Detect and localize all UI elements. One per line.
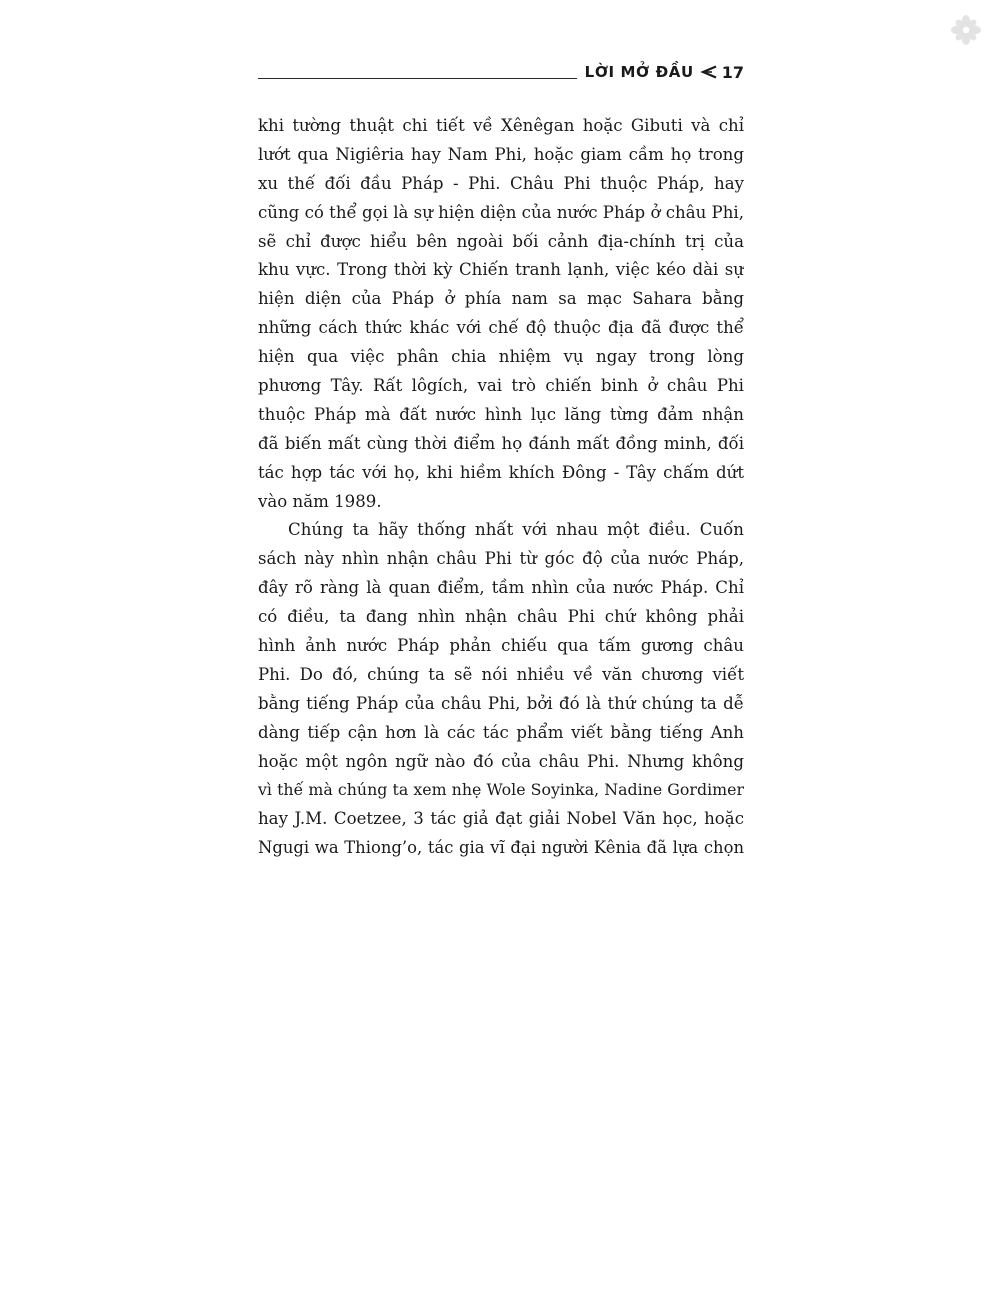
text-line: xu thế đối đầu Pháp - Phi. Châu Phi thuộc Pháp, hay: [258, 173, 744, 193]
text-line: Chúng ta hãy thống nhất với nhau một điều. Cuốn: [288, 520, 744, 540]
text-line: đây rõ ràng là quan điểm, tầm nhìn của nước Pháp. Chỉ: [258, 578, 744, 598]
text-line: dàng tiếp cận hơn là các tác phẩm viết bằng tiếng Anh: [258, 722, 744, 742]
text-line: cũng có thể gọi là sự hiện diện của nước Pháp ở châu Phi,: [258, 202, 744, 222]
text-line: phương Tây. Rất lôgích, vai trò chiến binh ở châu Phi: [258, 376, 744, 396]
flower-ornament-icon: [950, 14, 982, 46]
running-header: [258, 60, 744, 84]
text-line: sẽ chỉ được hiểu bên ngoài bối cảnh địa-chính trị của: [258, 231, 744, 251]
text-line: khi tường thuật chi tiết về Xênêgan hoặc Gibuti và chỉ: [258, 116, 744, 135]
text-line: Phi. Do đó, chúng ta sẽ nói nhiều về văn chương viết: [258, 664, 744, 684]
text-line: tác hợp tác với họ, khi hiềm khích Đông - Tây chấm dứt: [258, 462, 744, 482]
text-line: hiện diện của Pháp ở phía nam sa mạc Sahara bằng: [258, 289, 744, 309]
text-line: sách này nhìn nhận châu Phi từ góc độ của nước Pháp,: [258, 549, 744, 569]
header-rule: [258, 78, 577, 79]
text-line: những cách thức khác với chế độ thuộc địa đã được thể: [258, 318, 744, 338]
text-line: hay J.M. Coetzee, 3 tác giả đạt giải Nobel Văn học, hoặc: [258, 809, 744, 829]
text-line: hiện qua việc phân chia nhiệm vụ ngay trong lòng: [258, 347, 744, 367]
chapter-title: LỜI MỞ ĐẦU: [584, 63, 694, 81]
text-line: lướt qua Nigiêria hay Nam Phi, hoặc giam cầm họ trong: [258, 144, 744, 164]
text-line: có điều, ta đang nhìn nhận châu Phi chứ không phải: [258, 607, 744, 627]
text-line: bằng tiếng Pháp của châu Phi, bởi đó là thứ chúng ta dễ: [258, 693, 744, 713]
text-line: thuộc Pháp mà đất nước hình lục lăng từng đảm nhận: [258, 404, 744, 424]
text-line: hình ảnh nước Pháp phản chiếu qua tấm gương châu: [258, 636, 744, 656]
paragraph-2: [258, 516, 744, 863]
chevron-left-arrow-icon: [700, 65, 718, 79]
text-line: hoặc một ngôn ngữ nào đó của châu Phi. Nhưng không: [258, 751, 744, 771]
text-line: đã biến mất cùng thời điểm họ đánh mất đồng minh, đối: [258, 433, 744, 453]
text-line: vào năm 1989.: [258, 491, 382, 511]
text-line: vì thế mà chúng ta xem nhẹ Wole Soyinka, Nadine Gordimer: [258, 780, 744, 800]
page-number: 17: [721, 62, 744, 82]
text-line: khu vực. Trong thời kỳ Chiến tranh lạnh, việc kéo dài sự: [258, 260, 744, 280]
paragraph-1: [258, 112, 744, 516]
text-line: Ngugi wa Thiong’o, tác gia vĩ đại người Kênia đã lựa chọn: [258, 838, 744, 858]
body-text: [258, 112, 744, 863]
